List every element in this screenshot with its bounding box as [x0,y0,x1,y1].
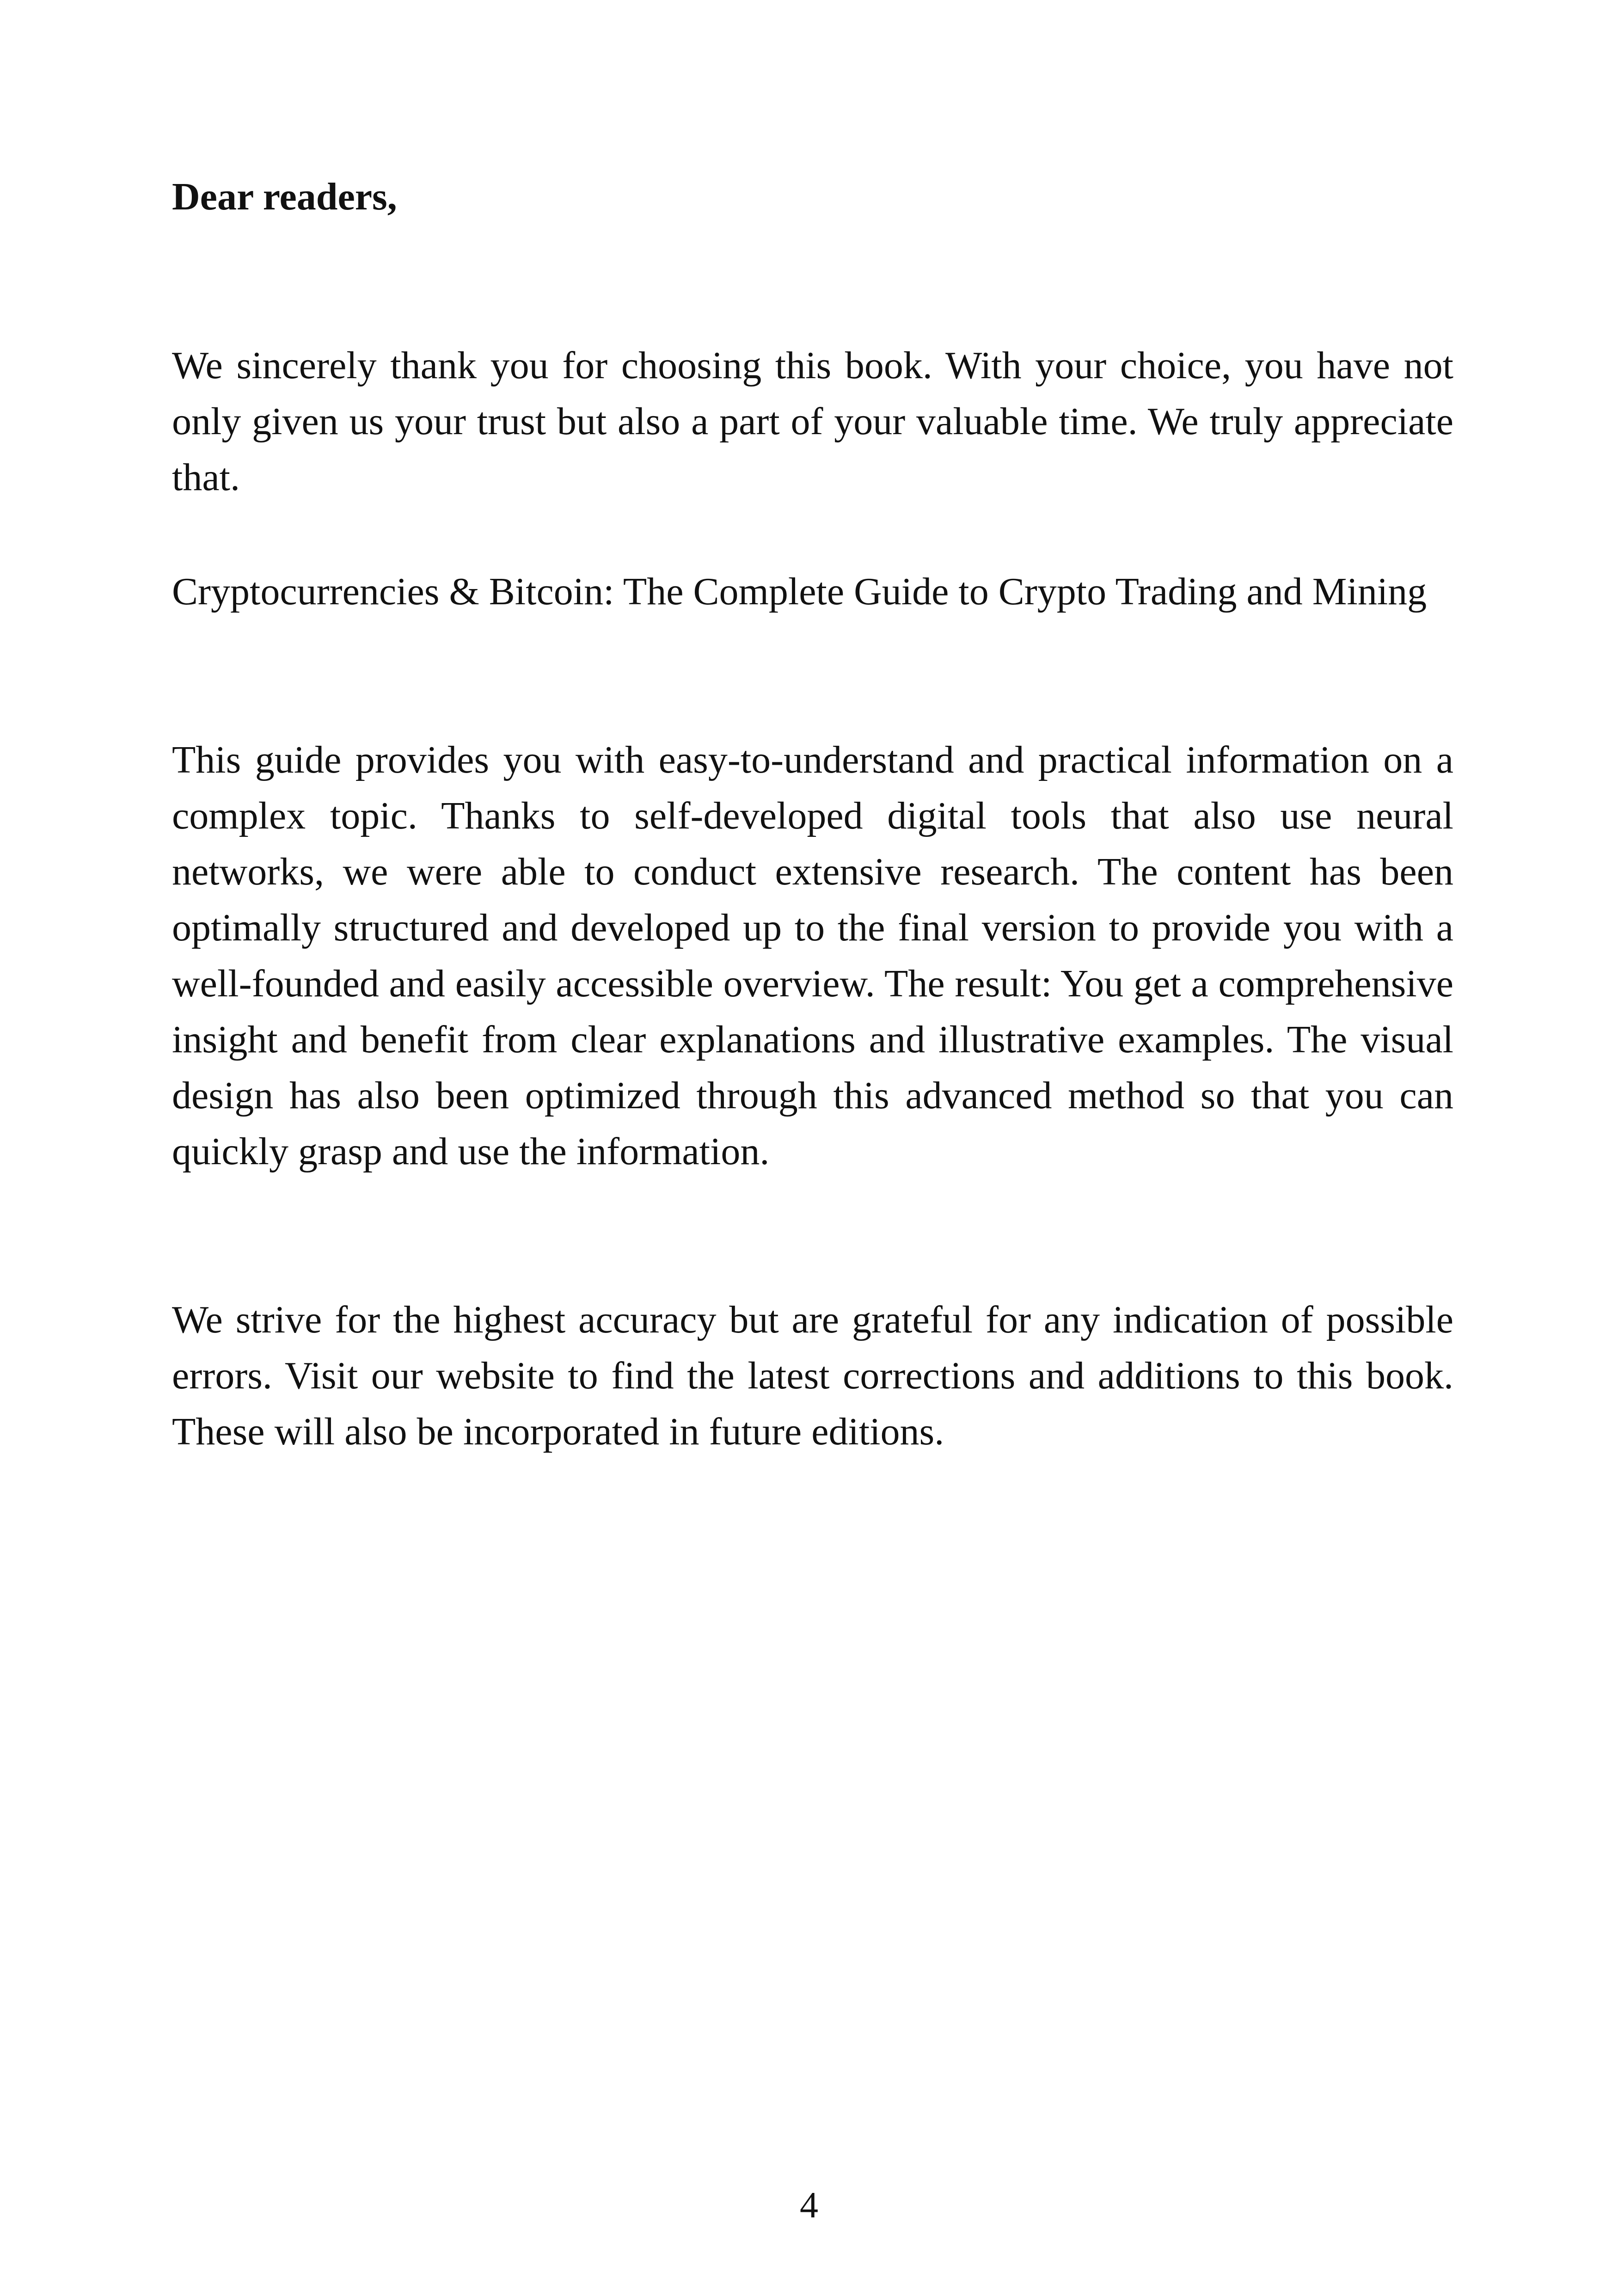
guide-description-paragraph: This guide provides you with easy-to-understand and practical information on a complex topic. Thanks to self-developed digital tools that also use neural networks, we were able to conduct extensive research. The content has been optimally structured and developed up to the final version to provide you with a well-founded and easily accessible overview. The result: You get a comprehensive insight and benefit from clear explanations and illustrative examples. The visual design has also been optimized through this advanced method so that you can quickly grasp and use the information. [172,738,1453,1173]
page-number: 4 [800,2185,818,2226]
book-title-paragraph: Cryptocurrencies & Bitcoin: The Complete Guide to Crypto Trading and Mining [172,570,1427,613]
greeting-heading: Dear readers, [172,175,397,218]
accuracy-notice-paragraph: We strive for the highest accuracy but are grateful for any indication of possible errors. Visit our website to find the latest corrections and additions to this book. These will also be incorporated in future editions. [172,1298,1453,1453]
thank-you-paragraph: We sincerely thank you for choosing this book. With your choice, you have not only given us your trust but also a part of your valuable time. We truly appreciate that. [172,344,1453,499]
